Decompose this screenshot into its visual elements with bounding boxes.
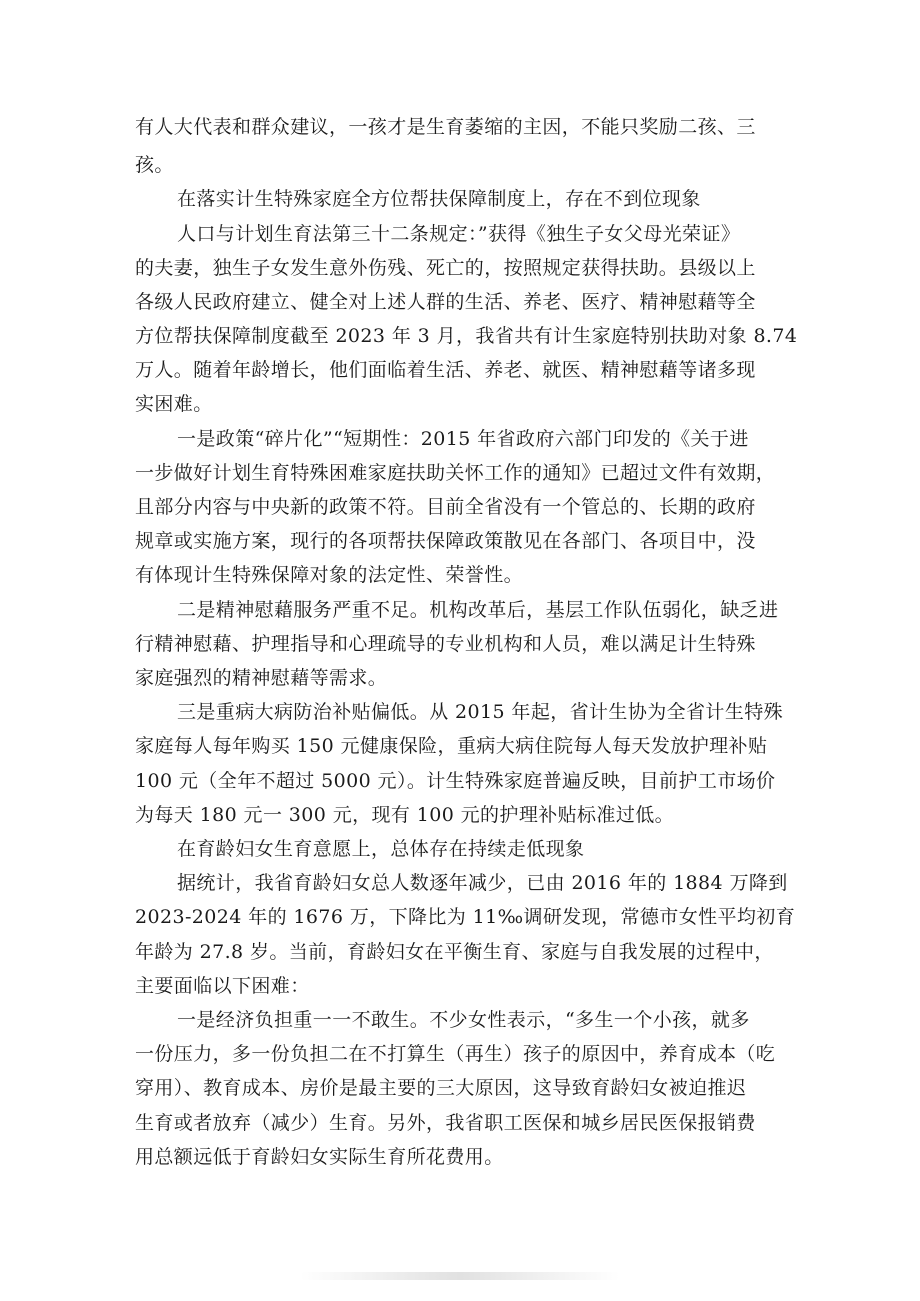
section-heading: 在育龄妇女生育意愿上，总体存在持续走低现象: [177, 838, 585, 860]
section-heading: 在落实计生特殊家庭全方位帮扶保障制度上，存在不到位现象: [177, 188, 701, 210]
text-line: 方位帮扶保障制度截至 2023 年 3 月，我省共有计生家庭特别扶助对象 8.74: [135, 325, 798, 347]
text-line: 有体现计生特殊保障对象的法定性、荣誉性。: [135, 564, 524, 586]
text-line: 据统计，我省育龄妇女总人数逐年减少，已由 2016 年的 1884 万降到: [177, 872, 788, 894]
text-line: 一步做好计划生育特殊困难家庭扶助关怀工作的通知》已超过文件有效期，: [135, 462, 776, 484]
text-line: 各级人民政府建立、健全对上述人群的生活、养老、医疗、精神慰藉等全: [135, 291, 756, 313]
text-line: 实困难。: [135, 393, 213, 415]
text-line: 人口与计划生育法第三十二条规定：”获得《独生子女父母光荣证》: [177, 223, 741, 245]
text-line: 为每天 180 元一 300 元，现有 100 元的护理补贴标准过低。: [135, 804, 675, 826]
text-line: 二是精神慰藉服务严重不足。机构改革后，基层工作队伍弱化，缺乏进: [177, 599, 779, 621]
text-line: 规章或实施方案，现行的各项帮扶保障政策散见在各部门、各项目中，没: [135, 530, 756, 552]
text-line: 行精神慰藉、护理指导和心理疏导的专业机构和人员，难以满足计生特殊: [135, 633, 756, 655]
text-line: 生育或者放弃（减少）生育。另外，我省职工医保和城乡居民医保报销费: [135, 1112, 756, 1134]
text-line: 家庭每人每年购买 150 元健康保险，重病大病住院每人每天发放护理补贴: [135, 735, 768, 757]
text-line: 主要面临以下困难：: [135, 975, 310, 997]
text-line: 100 元（全年不超过 5000 元）。计生特殊家庭普遍反映，目前护工市场价: [135, 770, 776, 792]
text-line: 年龄为 27.8 岁。当前，育龄妇女在平衡生育、家庭与自我发展的过程中，: [135, 941, 774, 963]
text-line: 一是政策“碎片化”“短期性：2015 年省政府六部门印发的《关于进: [177, 428, 749, 450]
text-line: 孩。: [135, 154, 174, 176]
text-line: 有人大代表和群众建议，一孩才是生育萎缩的主因，不能只奖励二孩、三: [135, 116, 756, 138]
page-footer-shadow: [300, 1272, 620, 1280]
text-line: 万人。随着年龄增长，他们面临着生活、养老、就医、精神慰藉等诸多现: [135, 359, 756, 381]
text-line: 的夫妻，独生子女发生意外伤残、死亡的，按照规定获得扶助。县级以上: [135, 257, 756, 279]
text-line: 用总额远低于育龄妇女实际生育所花费用。: [135, 1146, 504, 1168]
text-line: 一份压力，多一份负担二在不打算生（再生）孩子的原因中，养育成本（吃: [135, 1043, 776, 1065]
text-line: 且部分内容与中央新的政策不符。目前全省没有一个管总的、长期的政府: [135, 496, 756, 518]
text-line: 穿用）、教育成本、房价是最主要的三大原因，这导致育龄妇女被迫推迟: [135, 1077, 747, 1099]
text-line: 三是重病大病防治补贴偏低。从 2015 年起，省计生协为全省计生特殊: [177, 701, 784, 723]
text-line: 一是经济负担重一一不敢生。不少女性表示，“多生一个小孩，就多: [177, 1009, 750, 1031]
text-line: 家庭强烈的精神慰藉等需求。: [135, 667, 388, 689]
text-line: 2023-2024 年的 1676 万，下降比为 11‰调研发现，常德市女性平均初育: [135, 906, 796, 928]
